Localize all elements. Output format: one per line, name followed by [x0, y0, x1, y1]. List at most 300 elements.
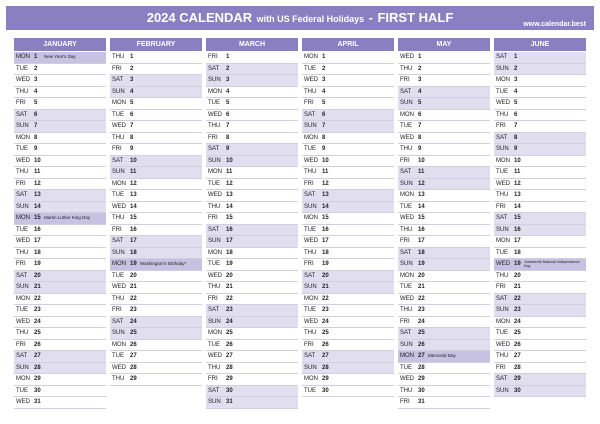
day-number: 14 [34, 203, 41, 210]
day-of-week: THU [208, 364, 221, 371]
day-of-week: FRI [208, 134, 218, 141]
day-row [110, 156, 202, 168]
day-row [14, 386, 106, 398]
day-of-week: MON [208, 330, 222, 336]
day-number: 14 [226, 203, 233, 210]
day-row [14, 328, 106, 340]
day-row [494, 294, 586, 306]
day-row [14, 225, 106, 237]
day-row [110, 98, 202, 110]
day-of-week: WED [304, 157, 318, 164]
day-number: 2 [514, 65, 518, 72]
day-number: 11 [322, 169, 329, 175]
day-number: 5 [226, 100, 230, 106]
day-number: 1 [418, 54, 422, 60]
day-of-week: SUN [112, 88, 125, 95]
day-of-week: TUE [400, 364, 412, 371]
day-number: 16 [34, 226, 41, 233]
day-row [206, 236, 298, 248]
day-number: 10 [130, 157, 137, 164]
day-row [494, 167, 586, 179]
day-of-week: SUN [304, 203, 317, 210]
month-column-june [494, 38, 586, 397]
month-column-march [206, 38, 298, 409]
day-of-week: MON [304, 376, 318, 382]
day-number: 24 [514, 318, 521, 325]
day-of-week: SUN [496, 387, 509, 394]
day-row [206, 87, 298, 99]
day-row [302, 213, 394, 225]
day-of-week: SUN [400, 261, 413, 267]
day-number: 3 [514, 77, 518, 83]
day-number: 6 [130, 111, 134, 118]
day-number: 16 [226, 226, 233, 233]
day-number: 13 [418, 192, 425, 198]
day-of-week: SAT [304, 111, 316, 118]
day-number: 10 [34, 157, 41, 164]
day-of-week: THU [400, 146, 413, 152]
day-number: 24 [322, 318, 329, 325]
day-row [494, 363, 586, 375]
day-of-week: FRI [112, 307, 122, 313]
day-of-week: SAT [208, 307, 220, 313]
day-of-week: SUN [208, 399, 221, 405]
day-row [14, 236, 106, 248]
day-of-week: THU [304, 169, 317, 175]
day-of-week: THU [496, 192, 509, 198]
day-number: 21 [130, 284, 137, 290]
day-of-week: SAT [496, 215, 508, 221]
day-number: 23 [226, 307, 233, 313]
day-number: 19 [130, 261, 137, 267]
day-of-week: THU [208, 284, 221, 290]
day-number: 9 [514, 146, 518, 152]
day-number: 2 [130, 65, 134, 72]
day-of-week: TUE [208, 341, 220, 348]
day-row [302, 75, 394, 87]
day-number: 29 [34, 376, 41, 382]
day-number: 7 [34, 123, 38, 129]
day-of-week: SUN [496, 226, 509, 233]
day-of-week: TUE [16, 307, 28, 313]
day-row [14, 144, 106, 156]
day-number: 17 [130, 238, 137, 244]
day-row [206, 98, 298, 110]
day-number: 2 [322, 65, 326, 72]
day-number: 26 [130, 341, 137, 348]
day-number: 9 [130, 146, 134, 152]
day-number: 15 [514, 215, 521, 221]
day-of-week: THU [16, 330, 29, 336]
day-number: 21 [322, 284, 329, 290]
day-number: 17 [226, 238, 233, 244]
day-of-week: TUE [112, 272, 124, 279]
day-row [494, 317, 586, 329]
day-number: 15 [226, 215, 233, 221]
day-row [398, 64, 490, 76]
day-number: 9 [226, 146, 230, 152]
day-of-week: SAT [16, 353, 28, 359]
day-number: 16 [130, 226, 137, 233]
day-number: 20 [514, 272, 521, 279]
day-row [302, 52, 394, 64]
day-of-week: WED [16, 238, 30, 244]
day-row [302, 64, 394, 76]
day-number: 30 [34, 387, 41, 394]
day-row [494, 213, 586, 225]
day-number: 11 [418, 169, 425, 175]
day-number: 23 [418, 307, 425, 313]
day-of-week: MON [16, 134, 30, 141]
day-of-week: WED [496, 261, 510, 267]
day-number: 24 [418, 318, 425, 325]
day-number: 5 [514, 100, 518, 106]
day-of-week: SAT [304, 192, 316, 198]
day-number: 26 [322, 341, 329, 348]
day-row [206, 363, 298, 375]
day-row [14, 317, 106, 329]
day-of-week: FRI [16, 341, 26, 348]
day-row [110, 52, 202, 64]
day-of-week: WED [496, 341, 510, 348]
day-number: 15 [130, 215, 137, 221]
day-of-week: FRI [496, 203, 506, 210]
day-number: 7 [322, 123, 326, 129]
day-number: 16 [418, 226, 425, 233]
day-of-week: SAT [112, 238, 124, 244]
day-number: 13 [130, 192, 137, 198]
day-number: 11 [226, 169, 233, 175]
day-number: 13 [514, 192, 521, 198]
day-of-week: MON [496, 318, 510, 325]
day-row [206, 110, 298, 122]
day-of-week: TUE [304, 226, 316, 233]
day-of-week: SAT [16, 111, 28, 118]
day-row [398, 52, 490, 64]
day-row [206, 294, 298, 306]
day-number: 28 [226, 364, 233, 371]
day-number: 18 [322, 249, 329, 256]
day-row [494, 64, 586, 76]
day-row [302, 202, 394, 214]
day-row [14, 305, 106, 317]
day-number: 19 [514, 261, 521, 267]
day-number: 25 [226, 330, 233, 336]
day-row [206, 52, 298, 64]
day-row [14, 259, 106, 271]
day-of-week: MON [496, 77, 510, 83]
day-number: 6 [34, 111, 38, 118]
day-of-week: MON [16, 295, 30, 302]
day-row [302, 386, 394, 398]
day-of-week: MON [112, 261, 126, 267]
day-number: 10 [226, 157, 233, 164]
title-sub: with US Federal Holidays [256, 14, 365, 24]
day-number: 29 [514, 376, 521, 382]
day-number: 20 [418, 272, 425, 279]
day-of-week: WED [112, 284, 126, 290]
day-number: 26 [34, 341, 41, 348]
day-row [398, 202, 490, 214]
day-row [398, 144, 490, 156]
day-of-week: SUN [496, 65, 509, 72]
month-header: MARCH [206, 38, 298, 51]
day-row [14, 167, 106, 179]
day-of-week: TUE [304, 387, 316, 394]
day-of-week: WED [208, 353, 222, 359]
day-of-week: SAT [112, 157, 124, 164]
day-of-week: MON [208, 249, 222, 256]
day-row [206, 202, 298, 214]
day-number: 27 [226, 353, 233, 359]
day-row [494, 259, 586, 271]
day-row [302, 236, 394, 248]
day-row [206, 213, 298, 225]
day-row [110, 167, 202, 179]
day-of-week: TUE [496, 330, 508, 336]
day-of-week: MON [112, 341, 126, 348]
day-of-week: TUE [16, 387, 28, 394]
day-number: 17 [322, 238, 329, 244]
day-of-week: WED [304, 238, 318, 244]
day-number: 1 [34, 54, 38, 60]
day-row [398, 397, 490, 409]
day-number: 12 [130, 180, 137, 187]
day-row [398, 386, 490, 398]
title-main: 2024 CALENDAR [146, 10, 253, 25]
day-of-week: WED [16, 157, 30, 164]
day-number: 3 [130, 77, 134, 83]
day-row [14, 282, 106, 294]
day-number: 6 [418, 111, 422, 118]
day-number: 21 [34, 284, 41, 290]
day-of-week: THU [112, 54, 125, 60]
day-row [206, 190, 298, 202]
holiday-label: Washington's Birthday* [140, 261, 187, 266]
day-number: 29 [322, 376, 329, 382]
day-number: 5 [322, 100, 326, 106]
day-number: 3 [34, 77, 38, 83]
website-link[interactable]: www.calendar.best [523, 21, 586, 28]
day-row [110, 374, 202, 386]
day-number: 27 [514, 353, 521, 359]
day-number: 1 [130, 54, 134, 60]
day-of-week: SAT [496, 376, 508, 382]
day-row [206, 156, 298, 168]
day-number: 30 [322, 387, 329, 394]
day-number: 22 [514, 295, 521, 302]
holiday-label: Memorial Day [428, 353, 456, 358]
day-of-week: SAT [208, 65, 220, 72]
day-number: 29 [418, 376, 425, 382]
day-number: 13 [34, 192, 41, 198]
day-of-week: THU [496, 111, 509, 118]
day-of-week: MON [496, 157, 510, 164]
day-number: 5 [130, 100, 134, 106]
day-number: 4 [514, 88, 518, 95]
day-number: 22 [34, 295, 41, 302]
day-row [398, 190, 490, 202]
day-of-week: SAT [400, 249, 412, 256]
day-row [206, 386, 298, 398]
day-number: 11 [130, 169, 137, 175]
day-row [494, 144, 586, 156]
day-row [110, 328, 202, 340]
day-row [14, 98, 106, 110]
day-row [14, 351, 106, 363]
day-number: 6 [322, 111, 326, 118]
day-row [110, 133, 202, 145]
day-number: 31 [34, 399, 41, 405]
day-number: 8 [226, 134, 230, 141]
day-row [206, 397, 298, 409]
day-number: 27 [34, 353, 41, 359]
day-number: 28 [418, 364, 425, 371]
day-row [110, 248, 202, 260]
day-number: 5 [34, 100, 38, 106]
day-number: 27 [418, 353, 425, 359]
day-of-week: TUE [112, 353, 124, 359]
day-number: 25 [322, 330, 329, 336]
day-of-week: SUN [304, 364, 317, 371]
day-number: 25 [514, 330, 521, 336]
day-number: 15 [34, 215, 41, 221]
month-header: JANUARY [14, 38, 106, 51]
day-of-week: SAT [400, 330, 412, 336]
day-of-week: MON [112, 180, 126, 187]
day-number: 4 [322, 88, 326, 95]
day-of-week: TUE [496, 249, 508, 256]
day-of-week: THU [112, 215, 125, 221]
day-row [302, 363, 394, 375]
day-row [494, 202, 586, 214]
day-row [302, 328, 394, 340]
day-number: 7 [418, 123, 422, 129]
day-row [494, 305, 586, 317]
day-of-week: FRI [16, 261, 26, 267]
day-of-week: WED [400, 295, 414, 302]
month-header: MAY [398, 38, 490, 51]
day-of-week: SUN [400, 180, 413, 187]
day-number: 22 [226, 295, 233, 302]
day-of-week: SUN [304, 284, 317, 290]
day-row [14, 294, 106, 306]
day-row [302, 225, 394, 237]
day-row [302, 374, 394, 386]
day-of-week: SAT [496, 295, 508, 302]
day-number: 11 [34, 169, 41, 175]
day-number: 9 [34, 146, 38, 152]
day-number: 5 [418, 100, 422, 106]
day-row [14, 156, 106, 168]
day-of-week: WED [496, 180, 510, 187]
month-header: JUNE [494, 38, 586, 51]
day-number: 18 [226, 249, 233, 256]
holiday-label: Juneteenth National Independence Day [524, 259, 580, 269]
day-of-week: SAT [16, 192, 28, 198]
day-number: 8 [34, 134, 38, 141]
day-number: 23 [130, 307, 137, 313]
day-of-week: MON [304, 54, 318, 60]
day-row [110, 236, 202, 248]
day-number: 13 [322, 192, 329, 198]
day-number: 1 [226, 54, 230, 60]
day-number: 7 [514, 123, 518, 129]
day-row [398, 75, 490, 87]
day-row [398, 179, 490, 191]
day-number: 19 [322, 261, 329, 267]
day-of-week: FRI [496, 364, 506, 371]
day-number: 9 [322, 146, 326, 152]
day-number: 4 [130, 88, 134, 95]
day-number: 12 [514, 180, 521, 187]
day-of-week: FRI [112, 226, 122, 233]
day-number: 22 [130, 295, 137, 302]
day-of-week: FRI [400, 157, 410, 164]
day-of-week: SAT [208, 146, 220, 152]
day-of-week: TUE [112, 111, 124, 118]
day-number: 3 [226, 77, 230, 83]
day-row [494, 248, 586, 260]
day-of-week: WED [496, 100, 510, 106]
day-of-week: SAT [304, 353, 316, 359]
day-of-week: SUN [208, 238, 221, 244]
day-of-week: WED [16, 399, 30, 405]
day-row [398, 271, 490, 283]
day-row [110, 294, 202, 306]
day-number: 26 [226, 341, 233, 348]
day-of-week: WED [16, 77, 30, 83]
day-of-week: TUE [496, 88, 508, 95]
day-row [398, 87, 490, 99]
day-row [302, 87, 394, 99]
day-number: 23 [34, 307, 41, 313]
day-row [494, 328, 586, 340]
day-row [494, 121, 586, 133]
day-number: 8 [418, 134, 422, 141]
day-row [110, 351, 202, 363]
day-of-week: MON [16, 54, 30, 60]
day-of-week: THU [208, 203, 221, 210]
day-of-week: WED [112, 364, 126, 371]
day-row [398, 248, 490, 260]
day-of-week: TUE [400, 203, 412, 210]
day-row [302, 156, 394, 168]
day-of-week: WED [208, 272, 222, 279]
day-row [302, 110, 394, 122]
day-row [206, 282, 298, 294]
day-row [14, 179, 106, 191]
day-row [398, 213, 490, 225]
day-of-week: SUN [112, 249, 125, 256]
day-number: 6 [514, 111, 518, 118]
day-row [398, 225, 490, 237]
day-of-week: SUN [208, 318, 221, 325]
day-number: 25 [130, 330, 137, 336]
day-number: 24 [226, 318, 233, 325]
day-row [494, 133, 586, 145]
calendar-title [6, 6, 594, 30]
day-number: 12 [418, 180, 425, 187]
day-of-week: TUE [400, 284, 412, 290]
day-of-week: FRI [496, 123, 506, 129]
day-of-week: SUN [496, 146, 509, 152]
day-number: 20 [34, 272, 41, 279]
day-number: 1 [514, 54, 518, 60]
day-row [302, 305, 394, 317]
day-number: 30 [418, 387, 425, 394]
day-of-week: TUE [16, 146, 28, 152]
